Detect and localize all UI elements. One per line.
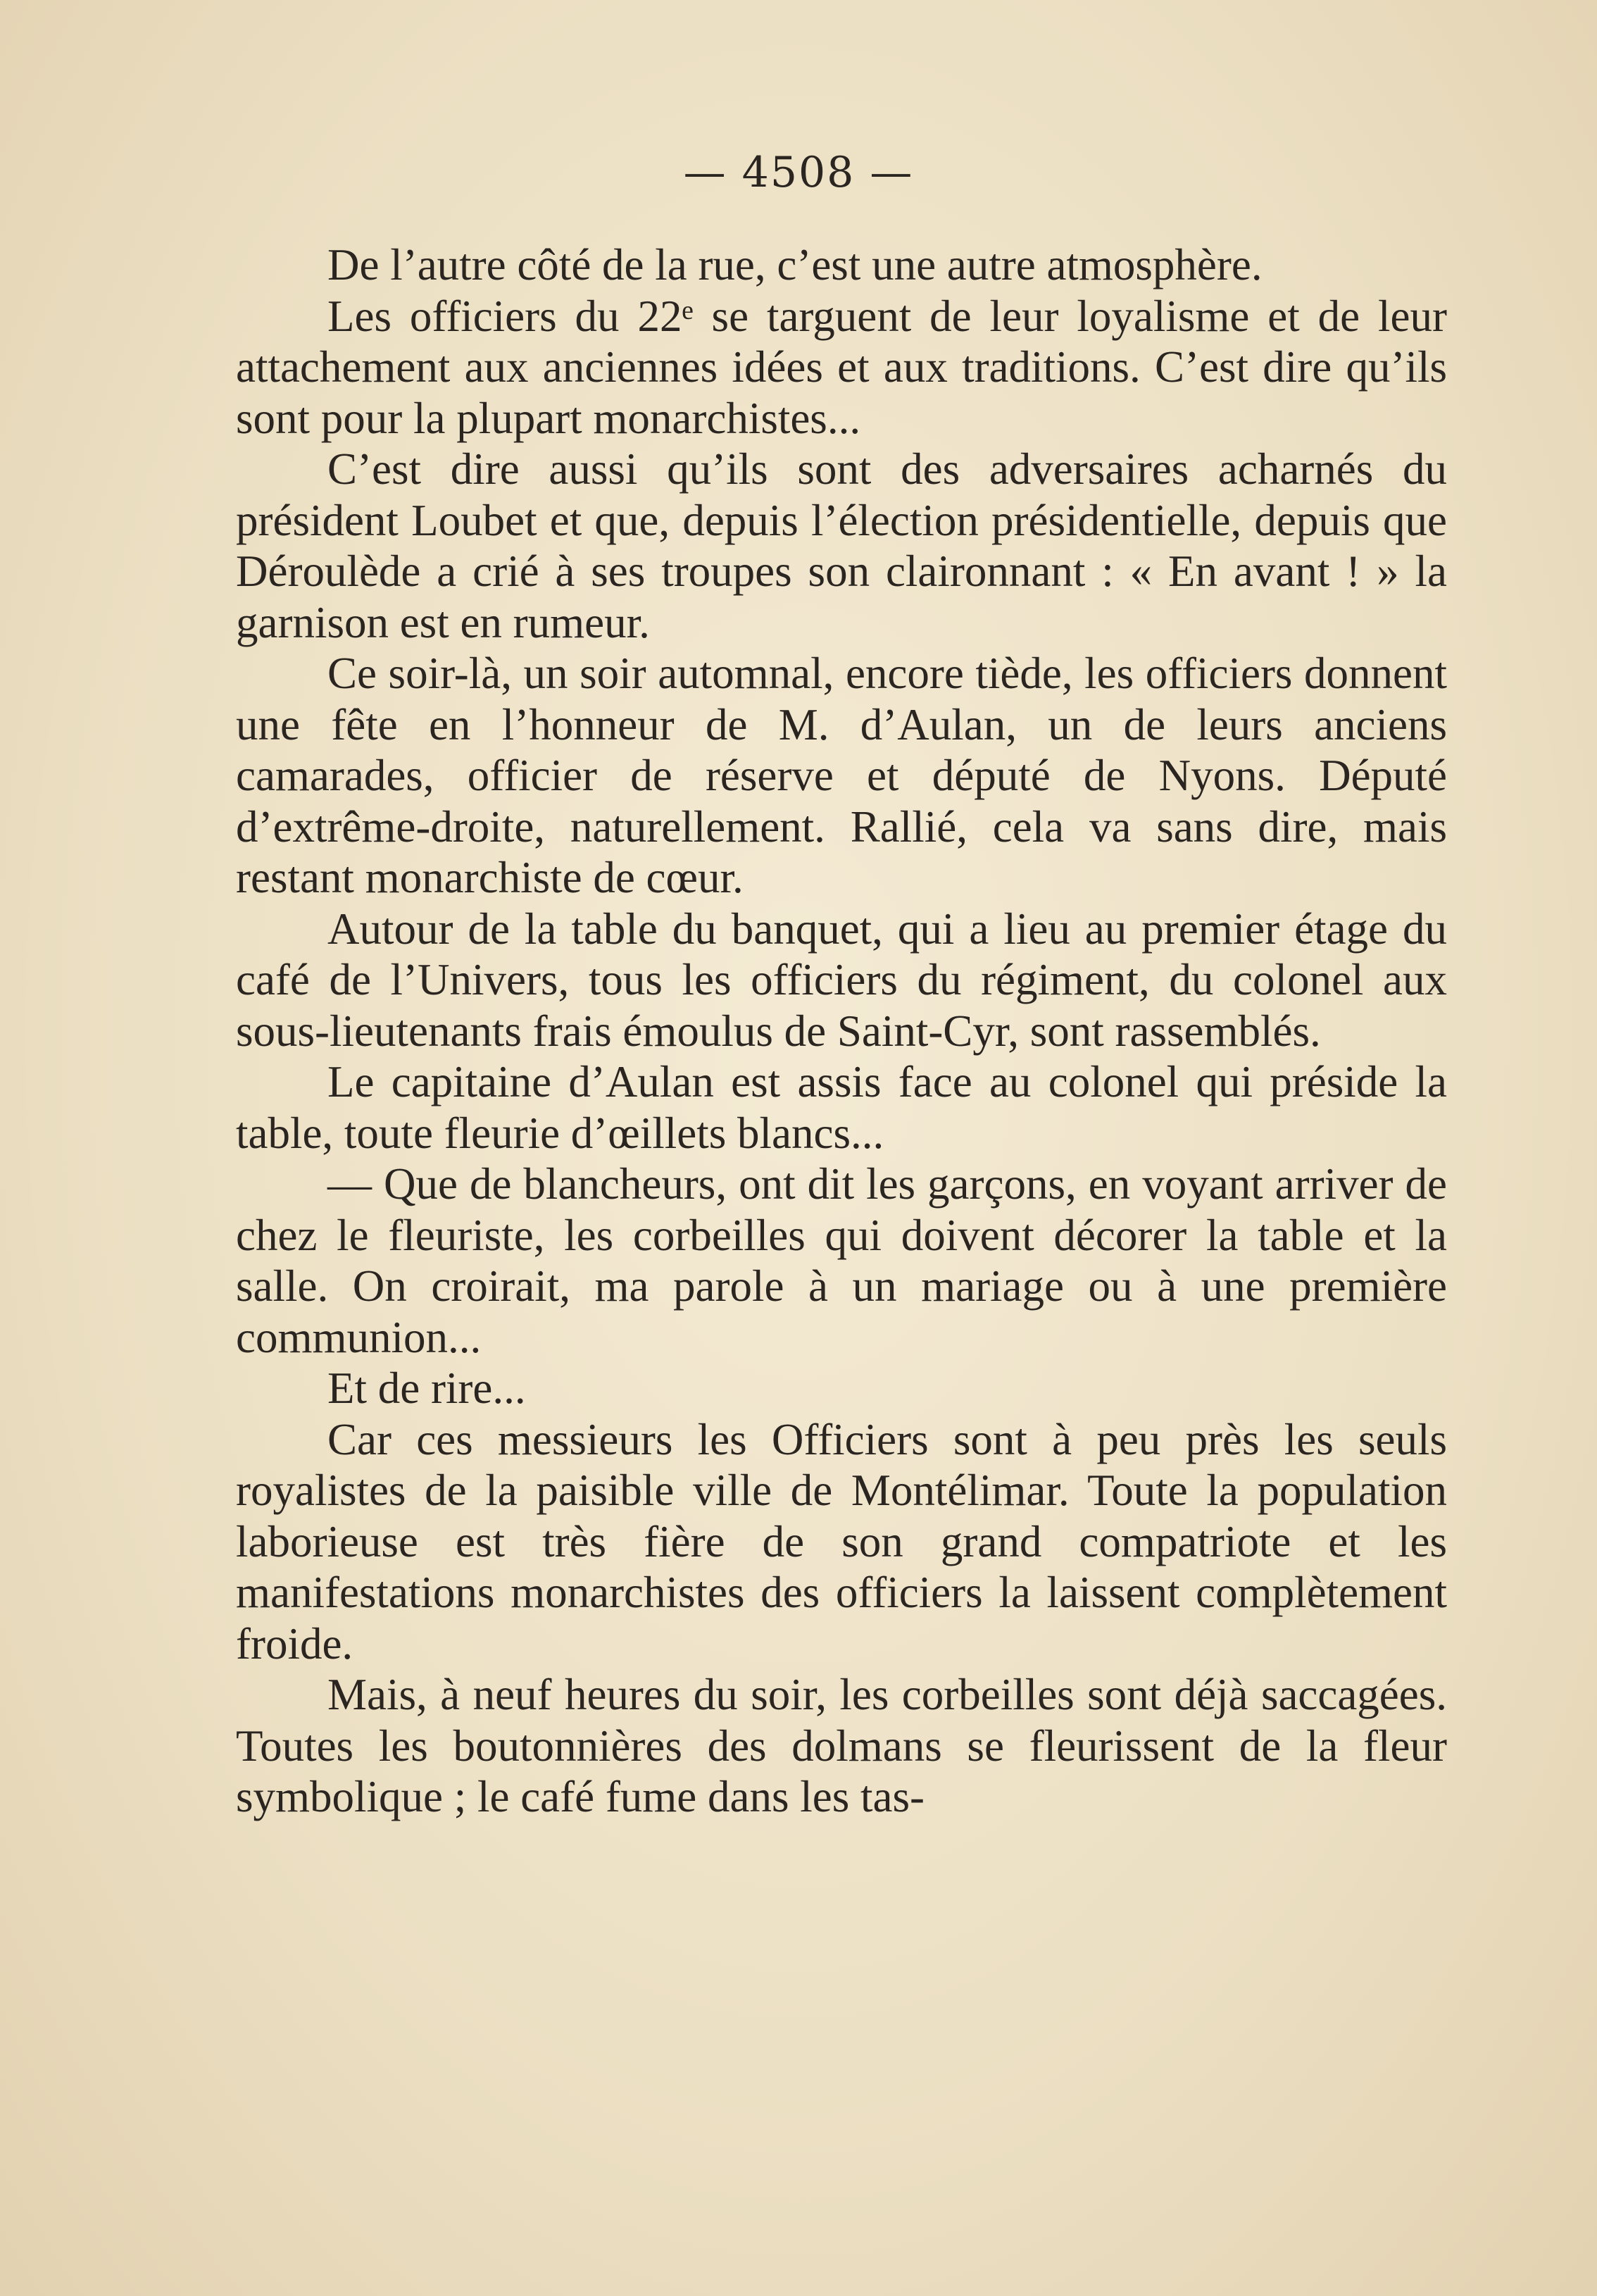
paragraph-7: — Que de blancheurs, ont dit les garçons, en voyant arriver de chez le fleuriste, les corbeilles qui doivent décorer la table et la salle. On croirait, ma parole à un mariage ou à une première communion... bbox=[236, 1159, 1447, 1362]
paragraph-4: Ce soir-là, un soir automnal, encore tiède, les officiers donnent une fête en l’honneur de M. d’Aulan, un de leurs anciens camarades, officier de réserve et député de Nyons. Député d’extrême-droite, naturellement. Rallié, cela va sans dire, mais restant monarchiste de cœur. bbox=[236, 649, 1447, 902]
paragraph-2: Les officiers du 22ᵉ se targuent de leur loyalisme et de leur attachement aux anciennes idées et aux traditions. C’est dire qu’ils sont pour la plupart monarchistes... bbox=[236, 291, 1447, 443]
body-text bbox=[236, 239, 1447, 1823]
paragraph-10: Mais, à neuf heures du soir, les corbeilles sont déjà saccagées. Toutes les boutonnières des dolmans se fleurissent de la fleur symbolique ; le café fume dans les tas- bbox=[236, 1670, 1447, 1821]
paragraph-1: De l’autre côté de la rue, c’est une autre atmosphère. bbox=[327, 240, 1263, 289]
page-number: — 4508 — bbox=[683, 148, 914, 197]
paragraph-5: Autour de la table du banquet, qui a lieu au premier étage du café de l’Univers, tous les officiers du régiment, du colonel aux sous-lieutenants frais émoulus de Saint-Cyr, sont rassemblés. bbox=[236, 904, 1447, 1056]
paragraph-9: Car ces messieurs les Officiers sont à peu près les seuls royalistes de la paisible ville de Montélimar. Toute la population laborieuse est très fière de son grand compatriote et les manifestations monarchistes des officiers la laissent complètement froide. bbox=[236, 1414, 1447, 1668]
paragraph-3: C’est dire aussi qu’ils sont des adversaires acharnés du président Loubet et que, depuis l’élection présidentielle, depuis que Déroulède a crié à ses troupes son claironnant : « En avant ! » la garnison est en rumeur. bbox=[236, 444, 1447, 647]
paragraph-6: Le capitaine d’Aulan est assis face au colonel qui préside la table, toute fleurie d’œillets blancs... bbox=[236, 1057, 1447, 1158]
paragraph-8: Et de rire... bbox=[327, 1364, 526, 1413]
